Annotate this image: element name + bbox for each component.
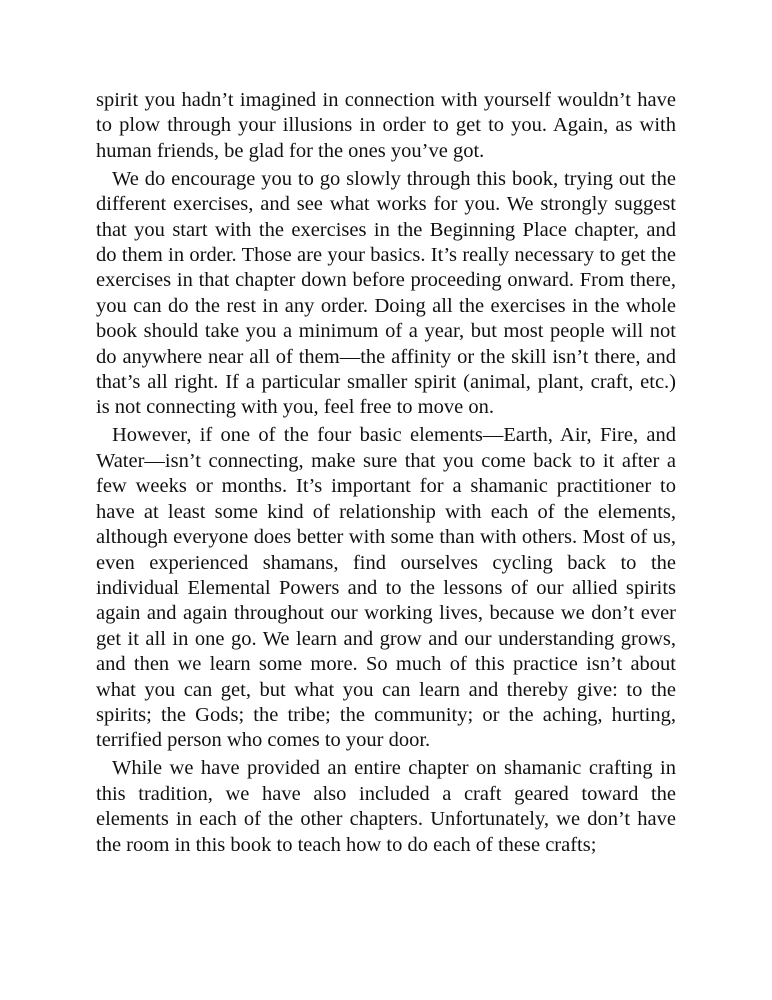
book-page-text: [96, 88, 676, 861]
paragraph-go-slowly: We do encourage you to go slowly through this book, trying out the different exercises, and see what works for you. We strongly suggest that you start with the exercises in the Beginning Place chapter, and do them in order. Those are your basics. It’s really necessary to get the exercises in that chapter down before proceeding onward. From there, you can do the rest in any order. Doing all the exercises in the whole book should take you a minimum of a year, but most people will not do anywhere near all of them—the affinity or the skill isn’t there, and that’s all right. If a particular smaller spirit (animal, plant, craft, etc.) is not connecting with you, feel free to move on.: [96, 167, 676, 419]
paragraph-continuation: spirit you hadn’t imagined in connection with yourself wouldn’t have to plow through your illusions in order to get to you. Again, as with human friends, be glad for the ones you’ve got.: [96, 89, 676, 162]
paragraph-shamanic-crafting: While we have provided an entire chapter on shamanic crafting in this tradition, we have also included a craft geared toward the elements in each of the other chapters. Unfortunately, we don’t have the room in this book to teach how to do each of these crafts;: [96, 757, 676, 856]
paragraph-four-elements: However, if one of the four basic elements—Earth, Air, Fire, and Water—isn’t connecting, make sure that you come back to it after a few weeks or months. It’s important for a shamanic practitioner to have at least some kind of relationship with each of the elements, although everyone does better with some than with others. Most of us, even experienced shamans, find ourselves cycling back to the individual Elemental Powers and to the lessons of our allied spirits again and again throughout our working lives, because we don’t ever get it all in one go. We learn and grow and our understanding grows, and then we learn some more. So much of this practice isn’t about what you can get, but what you can learn and thereby give: to the spirits; the Gods; the tribe; the community; or the aching, hurting, terrified person who comes to your door.: [96, 424, 676, 752]
